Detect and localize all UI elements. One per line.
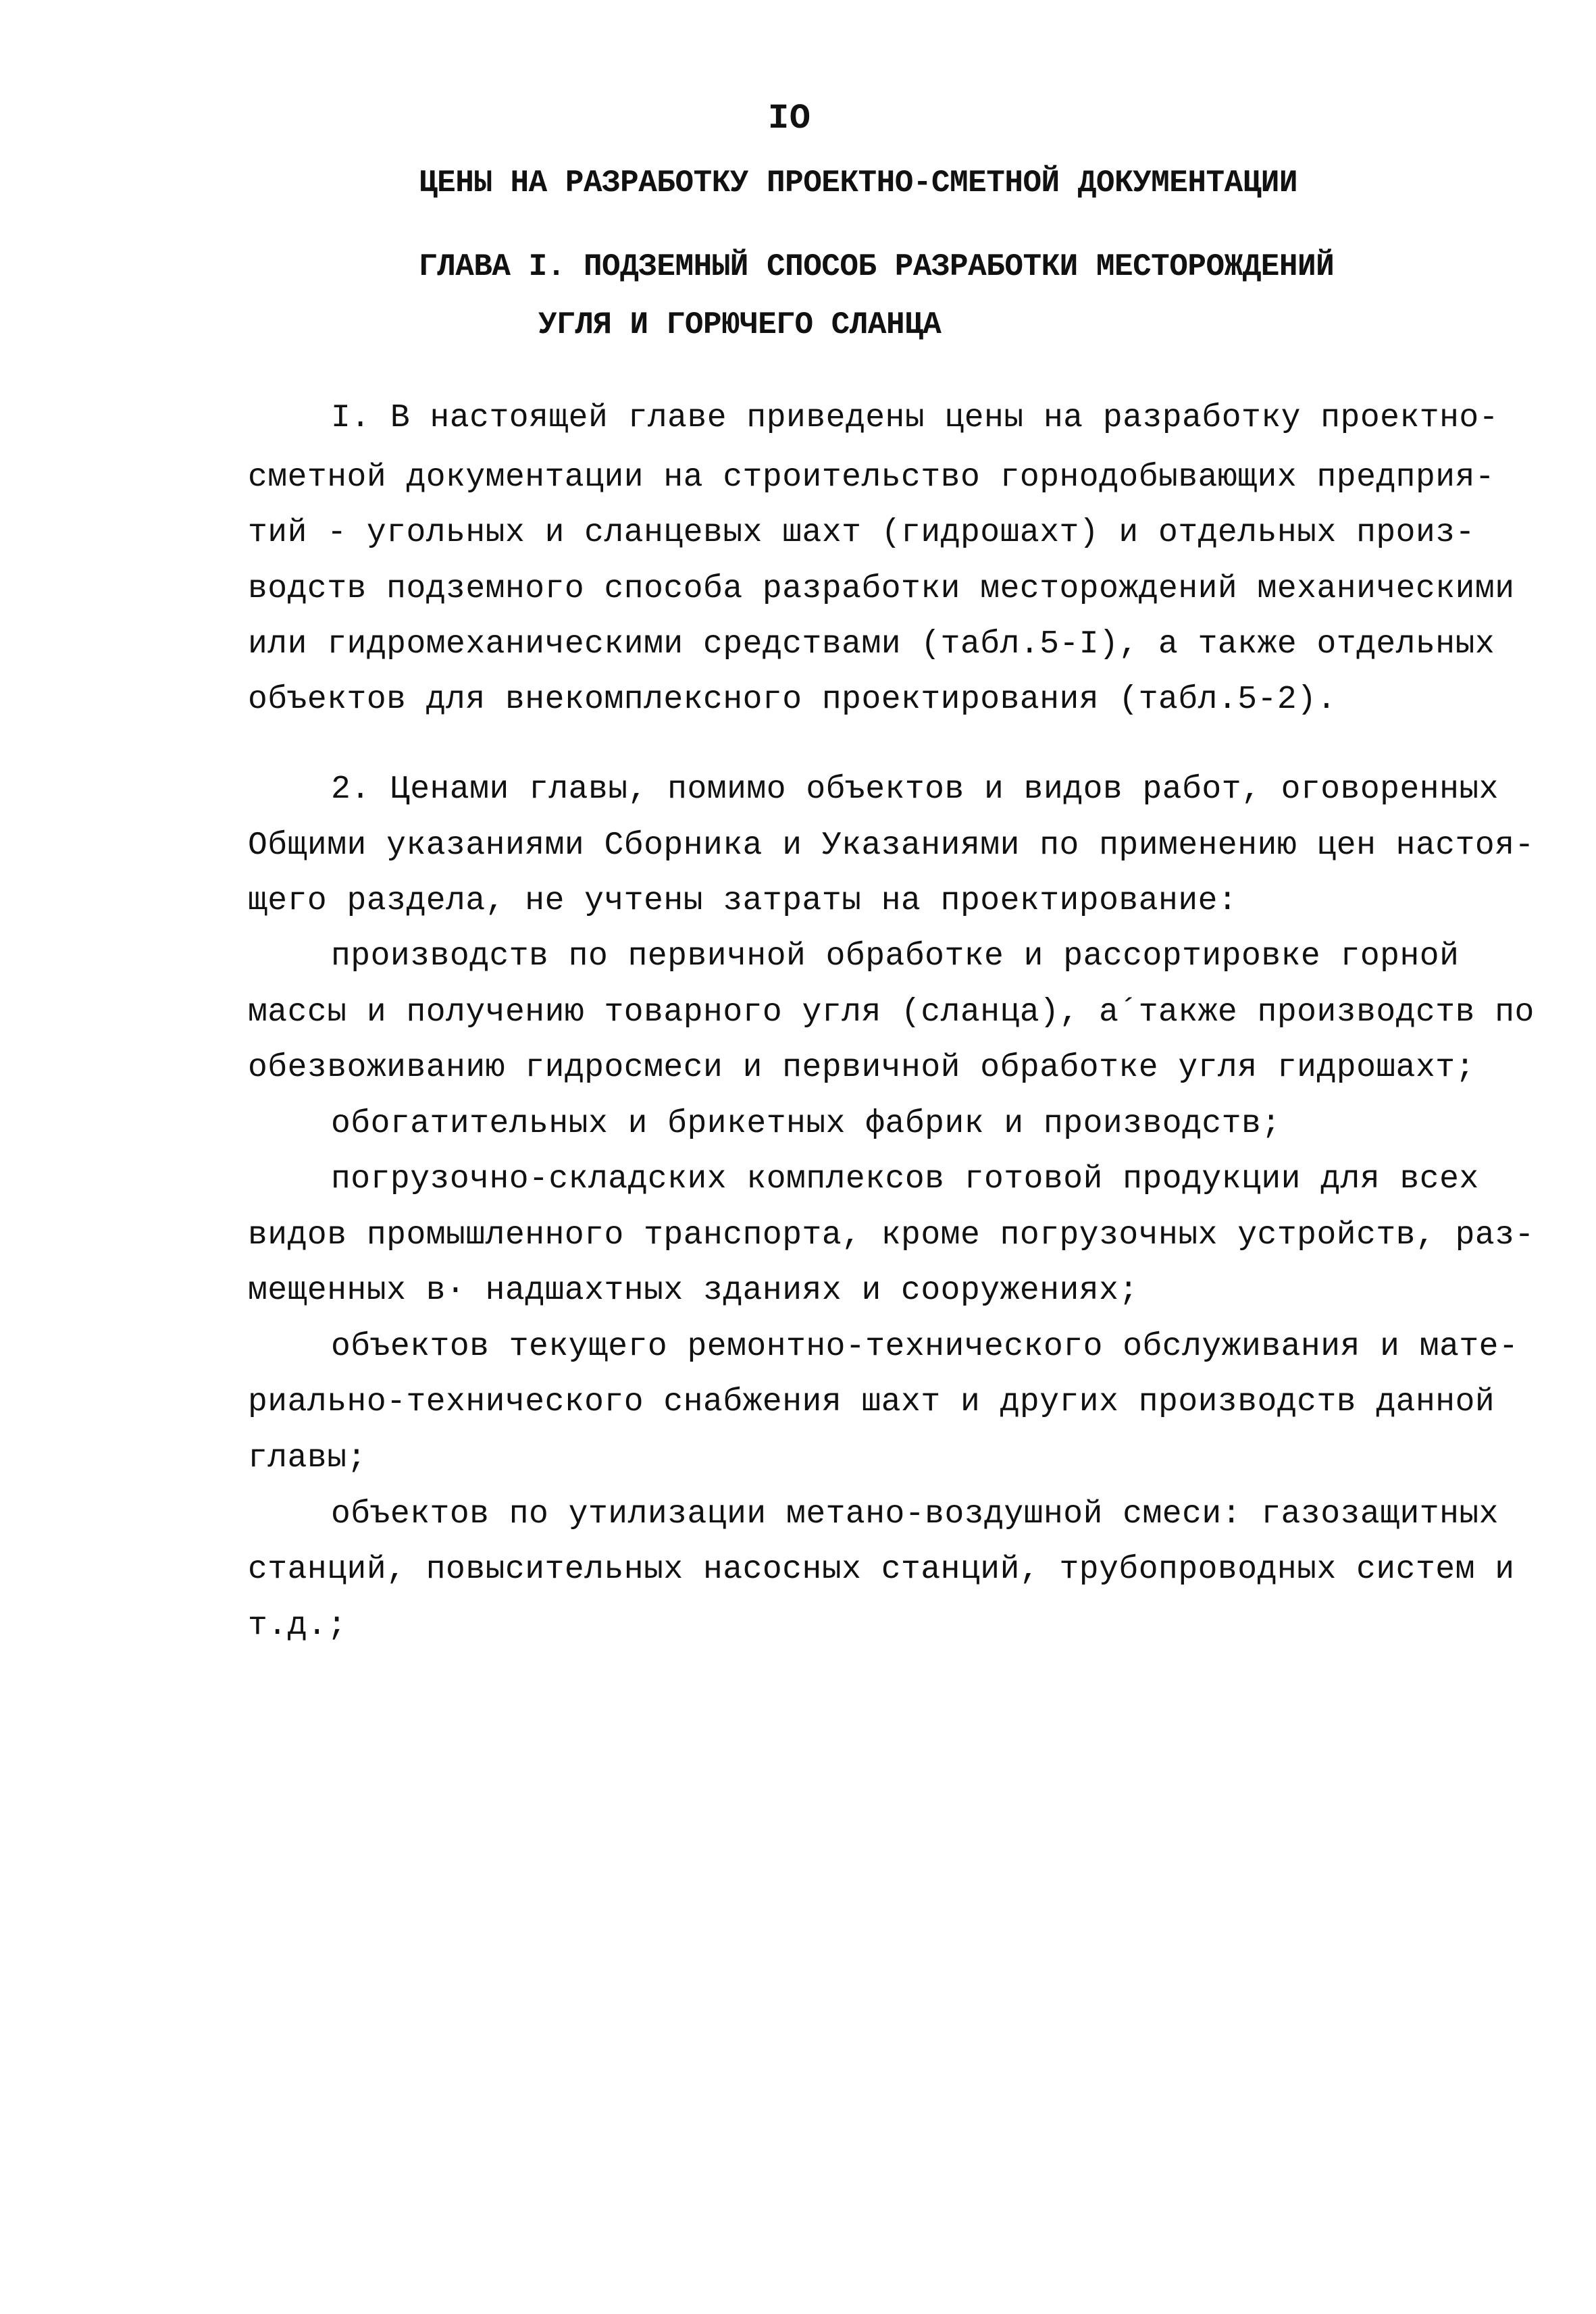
paragraph-2-line: щего раздела, не учтены затраты на проектирование: <box>248 883 1238 919</box>
list-item-line: объектов текущего ремонтно-технического обслуживания и мате- <box>331 1329 1519 1365</box>
list-item-line: станций, повысительных насосных станций, трубопроводных систем и <box>248 1551 1515 1588</box>
list-item-line: видов промышленного транспорта, кроме погрузочных устройств, раз- <box>248 1217 1535 1254</box>
paragraph-1-line: объектов для внекомплексного проектирования (табл.5-2). <box>248 682 1337 718</box>
list-item-line: мещенных в· надшахтных зданиях и сооружениях; <box>248 1272 1139 1309</box>
list-item-line: обогатительных и брикетных фабрик и производств; <box>331 1106 1281 1142</box>
chapter-title-line-1: ГЛАВА I. ПОДЗЕМНЫЙ СПОСОБ РАЗРАБОТКИ МЕСТОРОЖДЕНИЙ <box>419 249 1335 284</box>
list-item-line: главы; <box>248 1440 367 1476</box>
list-item-line: обезвоживанию гидросмеси и первичной обработке угля гидрошахт; <box>248 1050 1475 1086</box>
paragraph-2-line: Общими указаниями Сборника и Указаниями по применению цен настоя- <box>248 827 1535 864</box>
paragraph-1-line: или гидромеханическими средствами (табл.5-I), а также отдельных <box>248 626 1495 663</box>
list-item-line: массы и получению товарного угля (сланца), а´также производств по <box>248 994 1535 1031</box>
list-item-line: производств по первичной обработке и рассортировке горной <box>331 938 1460 975</box>
paragraph-2-line: 2. Ценами главы, помимо объектов и видов работ, оговоренных <box>331 771 1499 808</box>
list-item-line: объектов по утилизации метано-воздушной смеси: газозащитных <box>331 1496 1499 1533</box>
section-title: ЦЕНЫ НА РАЗРАБОТКУ ПРОЕКТНО-СМЕТНОЙ ДОКУМЕНТАЦИИ <box>419 165 1298 201</box>
list-item-line: т.д.; <box>248 1608 347 1644</box>
list-item-line: риально-технического снабжения шахт и других производств данной <box>248 1384 1495 1420</box>
list-item-line: погрузочно-складских комплексов готовой продукции для всех <box>331 1161 1479 1198</box>
page-number: IO <box>768 99 811 138</box>
paragraph-1-line: тий - угольных и сланцевых шахт (гидрошахт) и отдельных произ- <box>248 515 1475 551</box>
paragraph-1-line: водств подземного способа разработки месторождений механическими <box>248 571 1515 607</box>
chapter-title-line-2: УГЛЯ И ГОРЮЧЕГО СЛАНЦА <box>538 307 942 342</box>
paragraph-1-line: I. В настоящей главе приведены цены на разработку проектно- <box>331 400 1499 436</box>
paragraph-1-line: сметной документации на строительство горнодобывающих предприя- <box>248 459 1495 496</box>
